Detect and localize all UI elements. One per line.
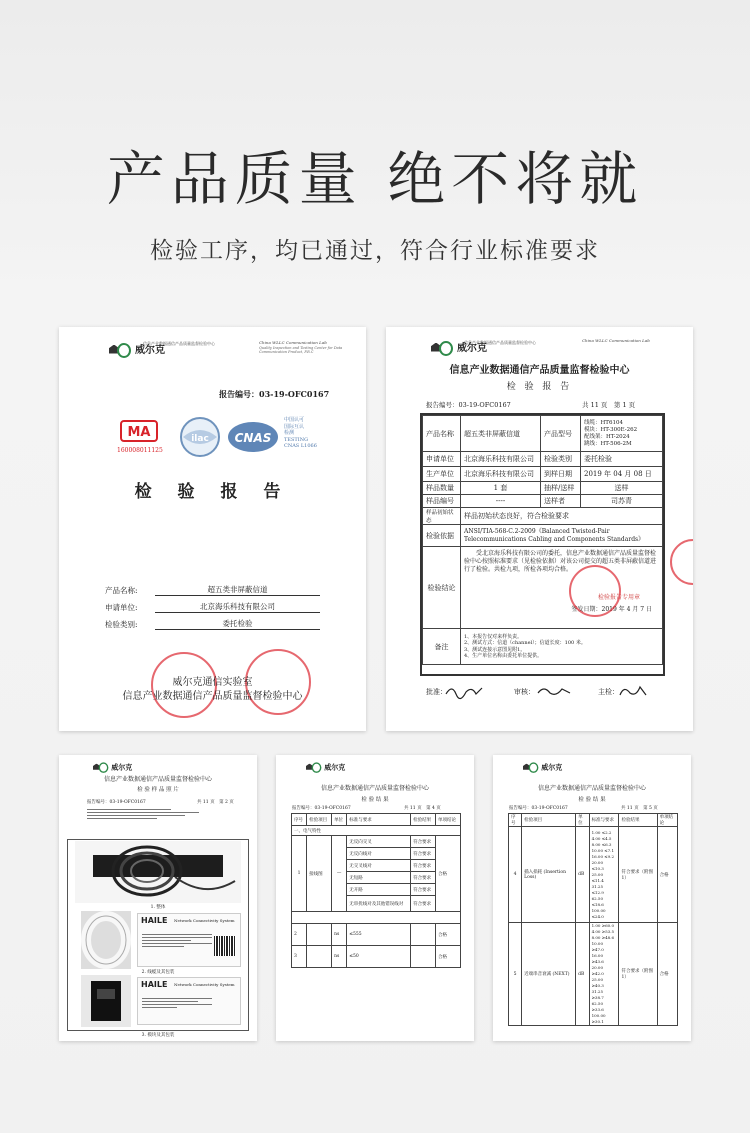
column-header: 检验结果	[619, 814, 657, 827]
lab-header	[306, 761, 345, 772]
cnas-text-4: TESTING	[284, 436, 309, 443]
result-value: 符合要求	[411, 896, 436, 912]
photo-module-package	[137, 977, 241, 1025]
row-value: 委托检验	[581, 452, 663, 467]
report-title: 检 验 报 告	[506, 382, 573, 392]
center-name: 信息产业数据通信产品质量监督检验中心	[537, 785, 646, 792]
remark-item: 4、生产单位名称由委托单位提供。	[464, 653, 543, 659]
report-photos-page	[59, 755, 257, 1041]
requirement-list: 1.00 ≤2.2 4.00 ≤4.5 8.00 ≤6.3 10.00 ≤7.1 16.00 ≤9.2 20.00 ≤10.3 25.00 ≤11.4 31.25 ≤12.9 62.50 ≤18.6 100.00 ≤24.0	[589, 827, 619, 923]
lab-name: 威尔克	[457, 343, 487, 354]
ilac-logo	[177, 415, 223, 459]
photo-module	[81, 975, 131, 1027]
results-page-4	[276, 755, 474, 1041]
requirement-list: 1.00 ≥60.0 4.00 ≥53.5 8.00 ≥48.6 10.00 ≥47.0 16.00 ≥43.6 20.00 ≥42.0 25.00 ≥40.3 31.25 ≥38.7 62.50 ≥33.6 100.00 ≥30.1	[589, 923, 619, 1026]
column-header: 标准与要求	[589, 814, 619, 827]
cover-field-applicant	[105, 596, 320, 613]
cover-footer-lab: 威尔克通信实验室	[172, 677, 253, 688]
red-seal-stamp	[670, 539, 693, 585]
table-row	[423, 508, 663, 525]
photo-cable-coil	[81, 911, 131, 969]
result-value: 符合要求	[411, 860, 436, 872]
table-row: 1 接线图 — 无反向交叉 符合要求 合格	[292, 836, 461, 848]
column-header: 序号	[509, 814, 522, 827]
test-item: 插入损耗 (Insertion Loss)	[522, 827, 576, 923]
row-value: 北京海乐科技有限公司	[461, 467, 541, 482]
cnas-text-3: 检测	[284, 430, 295, 436]
photo-cable-package	[137, 913, 241, 967]
text-line	[142, 937, 212, 938]
table-row	[423, 467, 663, 482]
remark-item: 1、本报告仅对来样负责。	[464, 633, 523, 640]
table-header-row	[292, 814, 461, 826]
results-page-5	[493, 755, 691, 1041]
cnas-text-2: 国际互认	[284, 423, 305, 430]
photo-overall	[75, 841, 241, 903]
column-header: 单项结论	[657, 814, 677, 827]
svg-text:CNAS: CNAS	[234, 431, 272, 445]
text-line	[142, 934, 212, 935]
text-line	[142, 940, 191, 941]
lab-english: China WLLC Communication Lab	[259, 340, 327, 345]
conclusion-value: 合格	[657, 827, 677, 923]
row-label: 检验依据	[423, 525, 461, 547]
table-header-row	[509, 814, 678, 827]
table-row	[423, 482, 663, 495]
conclusion-value: 合格	[436, 836, 461, 912]
haile-logo: HAILE	[141, 916, 168, 925]
page-count: 共 11 页 第 5 页	[621, 806, 658, 811]
requirement: 无短路	[347, 872, 411, 884]
center-name: 信息产业数据通信产品质量监督检验中心	[449, 365, 630, 376]
unit: dB	[576, 923, 589, 1026]
report-number: 报告编号：03-19-OFC0167	[426, 401, 511, 409]
result-value: 符合要求	[411, 836, 436, 848]
column-header: 标准与要求	[347, 814, 411, 826]
text-line	[142, 1001, 198, 1002]
results-title: 检 验 结 果	[361, 797, 389, 803]
conclusion-cell	[461, 547, 663, 629]
row-label: 检验结论	[423, 547, 461, 629]
result-value: 符合要求	[411, 884, 436, 896]
column-header: 检验项目	[522, 814, 576, 827]
remarks-cell	[461, 629, 663, 665]
text-line	[142, 946, 184, 947]
hero-subtitle: 检验工序，均已通过，符合行业标准要求	[150, 238, 600, 264]
requirement: 无交叉线对	[347, 860, 411, 872]
report-title: 检 验 报 告	[134, 482, 291, 502]
lab-logo-icon	[431, 340, 453, 354]
table-row: 5 近端串音衰减 (NEXT) dB 1.00 ≥60.0 4.00 ≥53.5 8.00 ≥48.6 10.00 ≥47.0 16.00 ≥43.6 20.00 ≥42.0 25.00 ≥40.3 31.25 ≥38.7 62.50 ≥33.6 100.00 ≥30.1 符合要求（附图1） 合格	[509, 923, 678, 1026]
test-item: 近端串音衰减 (NEXT)	[522, 923, 576, 1026]
row-label: 产品型号	[541, 416, 581, 452]
row-value: 1 套	[461, 482, 541, 495]
lab-logo-icon	[523, 761, 538, 771]
field-value: 北京海乐科技有限公司	[155, 601, 320, 613]
row-label: 产品名称	[423, 416, 461, 452]
remark-item: 2、测试方式：信道（channel）；信道长度：100 米。	[464, 640, 586, 646]
report-number: 报告编号：03-19-OFC0167	[509, 806, 568, 811]
text-line	[87, 815, 185, 816]
column-header: 单位	[576, 814, 589, 827]
table-row	[423, 525, 663, 547]
result-value: 符合要求	[411, 872, 436, 884]
sign-date: 签发日期：2019 年 4 月 7 日	[571, 606, 652, 613]
lab-logo-icon	[93, 761, 108, 771]
page-count: 共 11 页 第 1 页	[582, 401, 636, 409]
row-label: 样品编号	[423, 495, 461, 508]
table-row	[423, 547, 663, 629]
text-line	[142, 943, 212, 944]
unit: dB	[576, 827, 589, 923]
column-header: 检验结果	[411, 814, 436, 826]
column-header: 单位	[332, 814, 347, 826]
table-row: 4 插入损耗 (Insertion Loss) dB 1.00 ≤2.2 4.00 ≤4.5 8.00 ≤6.3 10.00 ≤7.1 16.00 ≤9.2 20.00 ≤10.3 25.00 ≤11.4 31.25 ≤12.9 62.50 ≤18.6 100.00 ≤24.0 符合要求（附图1） 合格	[509, 827, 678, 923]
results-table	[291, 813, 461, 968]
text-line	[87, 812, 199, 813]
row-value: 样品初始状态良好，符合检验要求	[461, 508, 663, 525]
conclusion-text: 受北京海乐科技有限公司的委托，信息产业数据通信产品质量监督检验中心按照标准要求（见检验依据）对该公司提交的超五类非屏蔽信道进行了检验。共检九项，所检各项均合格。	[464, 550, 657, 573]
table-row	[423, 452, 663, 467]
row-label: 样品数量	[423, 482, 461, 495]
sample-info-lines	[87, 807, 227, 821]
report-page-1	[386, 327, 693, 731]
section-row	[292, 912, 461, 924]
row-value: 北京海乐科技有限公司	[461, 452, 541, 467]
report-number: 报告编号：03-19-OFC0167	[292, 806, 351, 811]
text-line	[87, 818, 157, 819]
lab-logo-icon	[306, 761, 321, 771]
hero-title: 产品质量 绝不将就	[106, 145, 644, 213]
lab-subtitle: 信息产业数据通信产品质量监督检验中心	[143, 341, 215, 346]
results-table	[508, 813, 678, 1026]
lab-name: 威尔克	[324, 763, 346, 772]
report-cover	[59, 327, 366, 731]
svg-text:MA: MA	[127, 425, 151, 440]
requirement: 无开路	[347, 884, 411, 896]
remark-item: 3、测试连接示意图见附1。	[464, 646, 526, 653]
row-label: 送样者	[541, 495, 581, 508]
row-label: 到样日期	[541, 467, 581, 482]
cover-field-product	[105, 579, 320, 596]
field-label: 检验类别:	[105, 620, 138, 629]
lab-name: 威尔克	[135, 345, 165, 356]
section-label: 一、电气特性	[292, 826, 461, 836]
field-label: 申请单位:	[105, 603, 138, 612]
requirement: 无反向交叉	[347, 836, 411, 848]
result-value: 符合要求（附图1）	[619, 923, 657, 1026]
conclusion-value: 合格	[657, 923, 677, 1026]
lab-name: 威尔克	[541, 763, 563, 772]
table-row	[423, 416, 663, 452]
package-lines	[142, 932, 212, 949]
row-value: ----	[461, 495, 541, 508]
table-row	[423, 495, 663, 508]
lab-english: China WLLC Communication Lab	[582, 338, 650, 343]
requirement: 无反向线对	[347, 848, 411, 860]
package-label: Network Connectivity System	[174, 982, 235, 987]
center-name: 信息产业数据通信产品质量监督检验中心	[103, 776, 212, 783]
signature-inspect	[618, 683, 648, 699]
text-line	[87, 809, 171, 810]
row-label: 备注	[423, 629, 461, 665]
requirement: 无串扰线对及其他错误线对	[347, 896, 411, 912]
column-header: 检验项目	[307, 814, 332, 826]
lab-english-2: Quality Inspection and Testing Center for Data Communication Product, P.R.C	[259, 346, 343, 354]
approve-label: 批准：	[426, 688, 447, 696]
review-label: 审核：	[514, 688, 535, 696]
results-title: 检 验 结 果	[578, 797, 606, 803]
lab-header	[523, 761, 562, 772]
row-label: 申请单位	[423, 452, 461, 467]
cover-fields	[105, 579, 320, 630]
lab-logo-icon	[109, 342, 131, 356]
row-value: 送样	[581, 482, 663, 495]
lab-header	[93, 761, 132, 772]
row-label: 生产单位	[423, 467, 461, 482]
row-value: ANSI/TIA-568-C.2-2009《Balanced Twisted-Pair Telecommunications Cabling and Components Standards》	[461, 525, 663, 547]
center-name: 信息产业数据通信产品质量监督检验中心	[320, 785, 429, 792]
report-table	[420, 413, 665, 676]
test-item: 接线图	[307, 836, 332, 912]
lab-name: 威尔克	[111, 763, 133, 772]
result-value: 符合要求	[411, 848, 436, 860]
cnas-text	[284, 417, 317, 450]
report-number: 报告编号：03-19-OFC0167	[87, 800, 146, 805]
page-count: 共 11 页 第 2 页	[197, 800, 234, 805]
inspect-label: 主检：	[598, 688, 619, 696]
package-label: Network Connectivity System	[174, 918, 235, 923]
text-line	[142, 1004, 212, 1005]
field-value: 委托检验	[155, 618, 320, 630]
cover-footer-center: 信息产业数据通信产品质量监督检验中心	[122, 691, 303, 702]
row-label: 检验类别	[541, 452, 581, 467]
column-header: 序号	[292, 814, 307, 826]
barcode-icon	[214, 936, 236, 956]
conclusion-value: 合格	[436, 946, 461, 968]
cma-code: 160008011125	[117, 447, 163, 454]
row-label: 抽样/送样	[541, 482, 581, 495]
cnas-text-1: 中国认可	[284, 417, 305, 423]
svg-text:ilac: ilac	[191, 434, 209, 444]
table-row	[423, 629, 663, 665]
conclusion-value: 合格	[436, 924, 461, 946]
field-label: 产品名称:	[105, 586, 138, 595]
haile-logo: HAILE	[141, 980, 168, 989]
cnas-logo	[227, 419, 279, 455]
caption-overall: 1. 整体	[150, 905, 166, 910]
caption-cable: 2. 线缆及其包装	[141, 970, 175, 975]
signature-review	[536, 683, 572, 699]
package-lines	[142, 996, 212, 1010]
text-line	[142, 998, 212, 999]
signature-approve	[444, 682, 484, 700]
cnas-text-5: CNAS L1066	[284, 443, 317, 449]
conclusion-stamp-label: 检验报告专用章	[597, 594, 640, 601]
table-row: 3 ns ≤50 合格	[292, 946, 461, 968]
red-seal-stamp	[569, 565, 621, 617]
row-label: 样品初始状态	[423, 508, 461, 525]
report-number: 报告编号：03-19-OFC0167	[219, 389, 330, 399]
photos-title: 检 验 样 品 照 片	[137, 787, 179, 793]
caption-module: 3. 模块及其包装	[141, 1033, 175, 1038]
lab-subtitle: 信息产业数据通信产品质量监督检验中心	[464, 340, 536, 345]
section-row	[292, 826, 461, 836]
row-value: 超五类非屏蔽信道	[461, 416, 541, 452]
column-header: 单项结论	[436, 814, 461, 826]
table-row: 2 ns ≤555 合格	[292, 924, 461, 946]
row-value: 线缆：HT6104 模块：HT-300E-262 配线架：HT-2024 跳线：HT-506-2M	[581, 416, 663, 452]
page-count: 共 11 页 第 4 页	[404, 806, 441, 811]
result-value: 符合要求（附图1）	[619, 827, 657, 923]
row-value: 2019 年 04 月 08 日	[581, 467, 663, 482]
field-value: 超五类非屏蔽信道	[155, 584, 320, 596]
text-line	[142, 1007, 177, 1008]
cover-field-category	[105, 613, 320, 630]
row-value: 司苏青	[581, 495, 663, 508]
